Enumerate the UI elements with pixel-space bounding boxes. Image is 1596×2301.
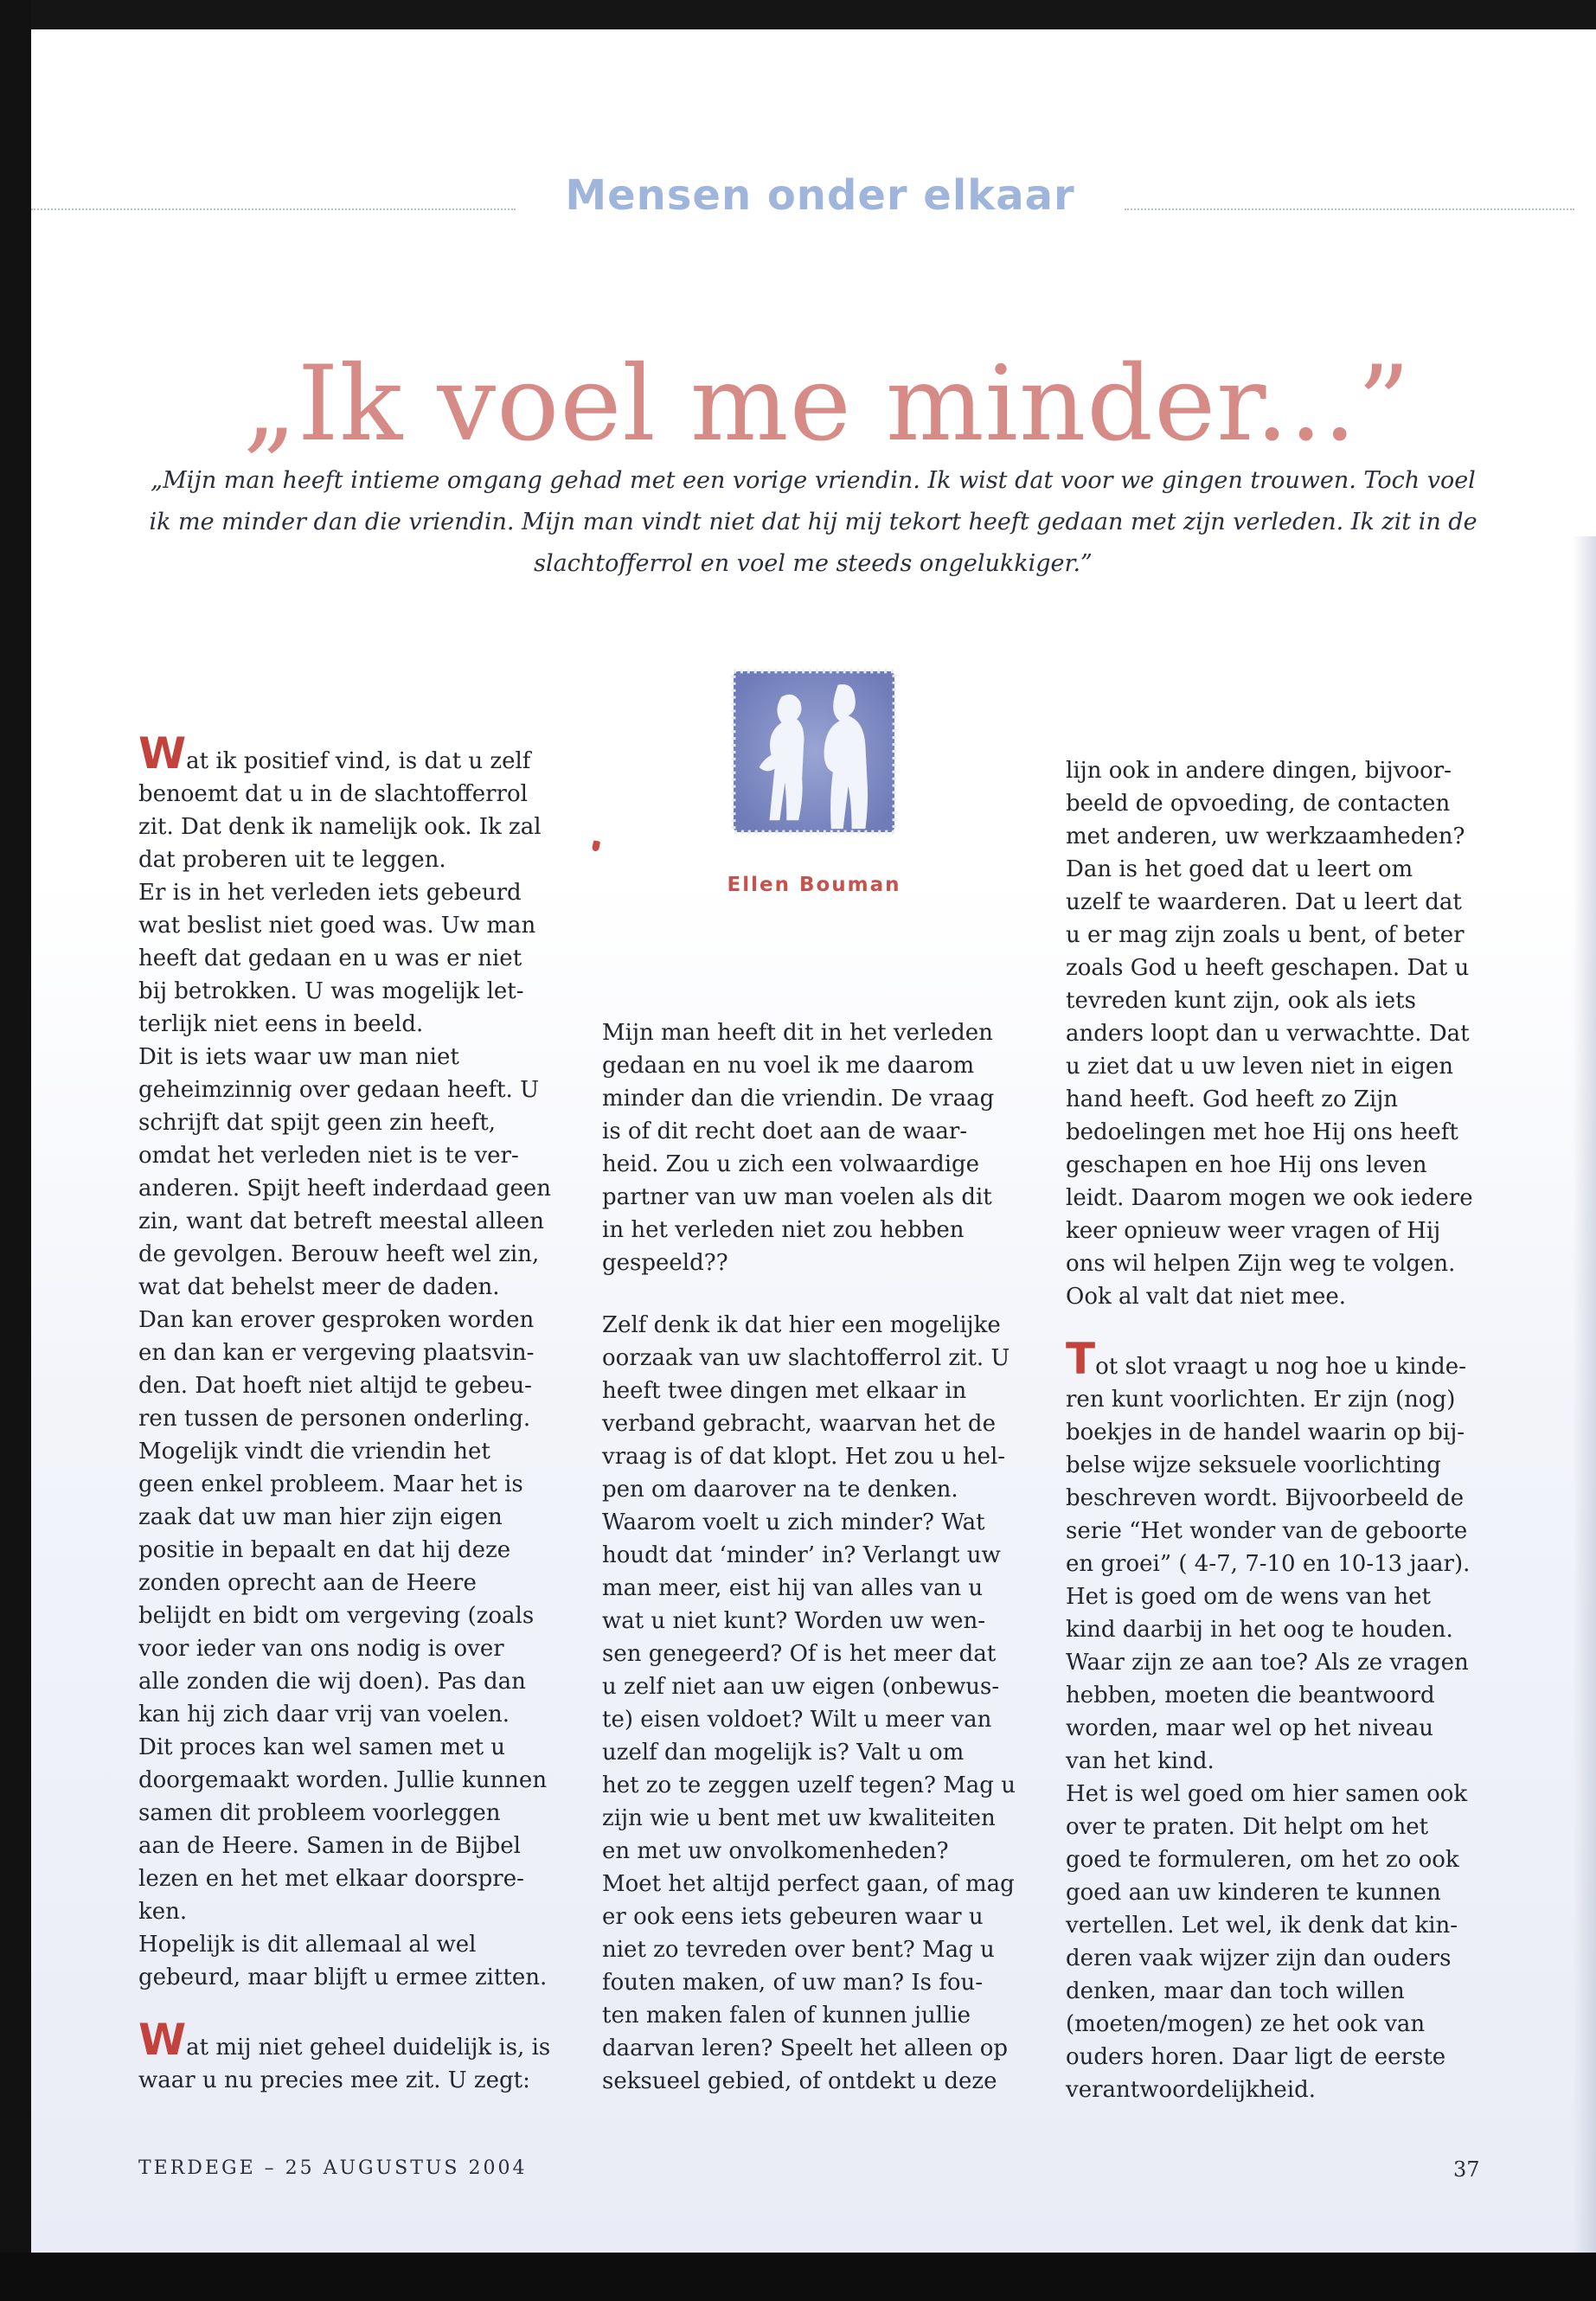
text-line: u zelf niet aan uw eigen (onbewus- [602,1674,1000,1700]
drop-cap: T [1066,1334,1096,1384]
text-line: het zo te zeggen uzelf tegen? Mag u [602,1772,1016,1798]
text-line: bij betrokken. U was mogelijk let- [138,978,524,1004]
text-line: beeld de opvoeding, de contacten [1066,791,1451,817]
scan-border-bottom [0,2253,1596,2301]
text-line: anders loopt dan u verwachtte. Dat [1066,1021,1470,1047]
text-line: (moeten/mogen) ze het ook van [1066,2011,1426,2037]
text-line: hand heeft. God heeft zo Zijn [1066,1086,1399,1112]
text-line: heeft twee dingen met elkaar in [602,1378,967,1404]
text-line: deren vaak wijzer zijn dan ouders [1066,1945,1452,1971]
couple-illustration [728,666,900,837]
text-line: in het verleden niet zou hebben [602,1217,965,1243]
text-line: Ook al valt dat niet mee. [1066,1284,1346,1310]
text-line: Hopelijk is dit allemaal al wel [138,1932,477,1958]
text-line: Het is goed om de wens van het [1066,1584,1431,1610]
text-line: de gevolgen. Berouw heeft wel zin, [138,1241,540,1267]
text-line: Zelf denk ik dat hier een mogelijke [602,1312,1001,1338]
text-line: en groei” ( 4-7, 7-10 en 10-13 jaar). [1066,1551,1471,1577]
text-line: niet zo tevreden over bent? Mag u [602,1937,995,1963]
text-line: belse wijze seksuele voorlichting [1066,1452,1441,1478]
text-line: van het kind. [1066,1748,1215,1774]
scan-border-left [0,0,31,2301]
text-line: terlijk niet eens in beeld. [138,1011,424,1037]
text-line: aan de Heere. Samen in de Bijbel [138,1833,521,1859]
text-line: Waarom voelt u zich minder? Wat [602,1509,985,1535]
page-number: 37 [1453,2157,1480,2182]
text-line: en met uw onvolkomenheden? [602,1838,949,1864]
text-line: gespeeld?? [602,1250,728,1276]
text-line: Het is wel goed om hier samen ook [1066,1781,1468,1807]
text-line: oorzaak van uw slachtofferrol zit. U [602,1345,1010,1371]
section-rule-left [31,208,516,210]
text-line: beschreven wordt. Bijvoorbeeld de [1066,1485,1465,1511]
intro-quote [138,460,1488,585]
text-line: partner van uw man voelen als dit [602,1184,992,1210]
section-title: Mensen onder elkaar [565,171,1075,220]
text-line: is of dit recht doet aan de waar- [602,1118,968,1144]
text-line: kind daarbij in het oog te houden. [1066,1617,1453,1643]
text-line: zonden oprecht aan de Heere [138,1570,477,1596]
text-line: heeft dat gedaan en u was er niet [138,945,522,971]
text-line: Mijn man heeft dit in het verleden [602,1020,993,1046]
text-line: worden, maar wel op het niveau [1066,1715,1434,1741]
text-line: ten maken falen of kunnen jullie [602,2003,971,2029]
text-line: wat beslist niet goed was. Uw man [138,913,536,939]
text-line: ken. [138,1899,188,1925]
paragraph [138,728,571,779]
text-line: waar u nu precies mee zit. U zegt: [138,2067,530,2093]
text-line: tevreden kunt zijn, ook als iets [1066,988,1416,1014]
text-line: vertellen. Let wel, ik denk dat kin- [1066,1913,1458,1939]
text-line: leidt. Daarom mogen we ook iedere [1066,1185,1473,1211]
text-line: te) eisen voldoet? Wilt u meer van [602,1707,992,1733]
text-line: doorgemaakt worden. Jullie kunnen [138,1767,548,1793]
text-line: geen enkel probleem. Maar het is [138,1471,523,1497]
text-line: geheimzinnig over gedaan heeft. U [138,1077,539,1103]
text-line: at mij niet geheel duidelijk is, is [186,2035,551,2061]
page-edge-shadow [1573,536,1596,2253]
text-line: belijdt en bidt om vergeving (zoals [138,1603,535,1629]
text-line: goed te formuleren, om het zo ook [1066,1847,1459,1873]
paragraph [138,2015,571,2065]
text-line: Waar zijn ze aan toe? Als ze vragen [1066,1650,1469,1676]
article-title: „Ik voel me minder...” [242,344,1412,465]
text-line: omdat het verleden niet is te ver- [138,1143,519,1169]
text-line: voor ieder van ons nodig is over [138,1636,504,1662]
text-line: anderen. Spijt heeft inderdaad geen [138,1176,552,1202]
drop-cap: W [138,2015,187,2065]
text-line: met anderen, uw werkzaamheden? [1066,824,1465,849]
text-line: kan hij zich daar vrij van voelen. [138,1702,510,1727]
text-line: schrijft dat spijt geen zin heeft, [138,1110,497,1136]
text-line: denken, maar dan toch willen [1066,1978,1405,2004]
text-line: ren tussen de personen onderling. [138,1406,531,1432]
text-line: heid. Zou u zich een volwaardige [602,1151,980,1177]
text-line: Dan is het goed dat u leert om [1066,856,1413,882]
section-rule-right [1125,208,1574,210]
text-line: u ziet dat u uw leven niet in eigen [1066,1054,1454,1080]
text-line: goed aan uw kinderen te kunnen [1066,1880,1441,1906]
text-line: serie “Het wonder van de geboorte [1066,1518,1468,1544]
text-line: seksueel gebied, of ontdekt u deze [602,2068,997,2094]
text-line: boekjes in de handel waarin op bij- [1066,1420,1465,1445]
paragraph [1066,1334,1516,1384]
text-line: gebeurd, maar blijft u ermee zitten. [138,1965,548,1990]
text-line: en dan kan er vergeving plaatsvin- [138,1340,535,1366]
text-line: gedaan en nu voel ik me daarom [602,1053,975,1079]
drop-cap: W [138,728,187,779]
intro-line: „Mijn man heeft intieme omgang gehad met een vorige vriendin. Ik wist dat voor we gingen trouwen. Toch voel [151,467,1476,494]
article-column-1 [138,728,571,2097]
text-line: den. Dat hoeft niet altijd te gebeu- [138,1373,532,1399]
text-line: zijn wie u bent met uw kwaliteiten [602,1805,996,1831]
text-line: hebben, moeten die beantwoord [1066,1682,1435,1708]
text-line: daarvan leren? Speelt het alleen op [602,2035,1009,2061]
article-column-3 [1066,754,1516,2106]
text-line: over te praten. Dit helpt om het [1066,1814,1429,1840]
text-line: u er mag zijn zoals u bent, of beter [1066,922,1465,948]
text-line: zit. Dat denk ik namelijk ook. Ik zal [138,814,542,840]
text-line: zoals God u heeft geschapen. Dat u [1066,955,1470,981]
text-line: pen om daarover na te denken. [602,1477,958,1503]
text-line: minder dan die vriendin. De vraag [602,1086,995,1112]
text-line: at ik positief vind, is dat u zelf [186,748,531,774]
text-line: uzelf dan mogelijk is? Valt u om [602,1740,965,1766]
text-line: samen dit probleem voorleggen [138,1800,501,1826]
text-line: sen genegeerd? Of is het meer dat [602,1641,997,1667]
text-line: fouten maken, of uw man? Is fou- [602,1970,984,1996]
text-line: wat dat behelst meer de daden. [138,1274,500,1300]
text-line: houdt dat ‘minder’ in? Verlangt uw [602,1542,1001,1568]
text-line: keer opnieuw weer vragen of Hij [1066,1218,1441,1244]
text-line: verband gebracht, waarvan het de [602,1411,996,1437]
footer-publication: TERDEGE – 25 AUGUSTUS 2004 [138,2157,528,2179]
article-column-2 [602,1016,1035,2098]
text-line: man meer, eist hij van alles van u [602,1575,984,1601]
text-line: ot slot vraagt u nog hoe u kinde- [1095,1354,1466,1380]
text-line: Dit proces kan wel samen met u [138,1734,506,1760]
text-line: verantwoordelijkheid. [1066,2077,1317,2103]
text-line: Er is in het verleden iets gebeurd [138,880,522,906]
text-line: ouders horen. Daar ligt de eerste [1066,2044,1446,2070]
text-line: dat proberen uit te leggen. [138,847,446,873]
intro-line: ik me minder dan die vriendin. Mijn man vindt niet dat hij mij tekort heeft gedaan met zijn verleden. Ik zit in de [149,509,1477,535]
text-line: ons wil helpen Zijn weg te volgen. [1066,1251,1456,1277]
scan-border-top [0,0,1596,29]
text-line: lezen en het met elkaar doorspre- [138,1866,524,1892]
author-byline: Ellen Bouman [727,874,901,896]
text-line: bedoelingen met hoe Hij ons heeft [1066,1119,1458,1145]
text-line: zin, want dat betreft meestal alleen [138,1208,544,1234]
text-line: wat u niet kunt? Worden uw wen- [602,1608,986,1634]
text-line: positie in bepaalt en dat hij deze [138,1537,511,1563]
text-line: uzelf te waarderen. Dat u leert dat [1066,889,1462,915]
text-line: geschapen en hoe Hij ons leven [1066,1152,1427,1178]
intro-line: slachtofferrol en voel me steeds ongelukkiger.” [534,550,1093,577]
text-line: er ook eens iets gebeuren waar u [602,1904,984,1930]
text-line: Mogelijk vindt die vriendin het [138,1439,490,1465]
text-line: Moet het altijd perfect gaan, of mag [602,1871,1015,1897]
text-line: ren kunt voorlichten. Er zijn (nog) [1066,1387,1456,1413]
text-line: Dit is iets waar uw man niet [138,1044,459,1070]
text-line: lijn ook in andere dingen, bijvoor- [1066,758,1452,784]
text-line: vraag is of dat klopt. Het zou u hel- [602,1444,1006,1470]
text-line: Dan kan erover gesproken worden [138,1307,535,1333]
text-line: alle zonden die wij doen). Pas dan [138,1669,526,1695]
text-line: zaak dat uw man hier zijn eigen [138,1504,503,1530]
text-line: benoemt dat u in de slachtofferrol [138,781,528,807]
